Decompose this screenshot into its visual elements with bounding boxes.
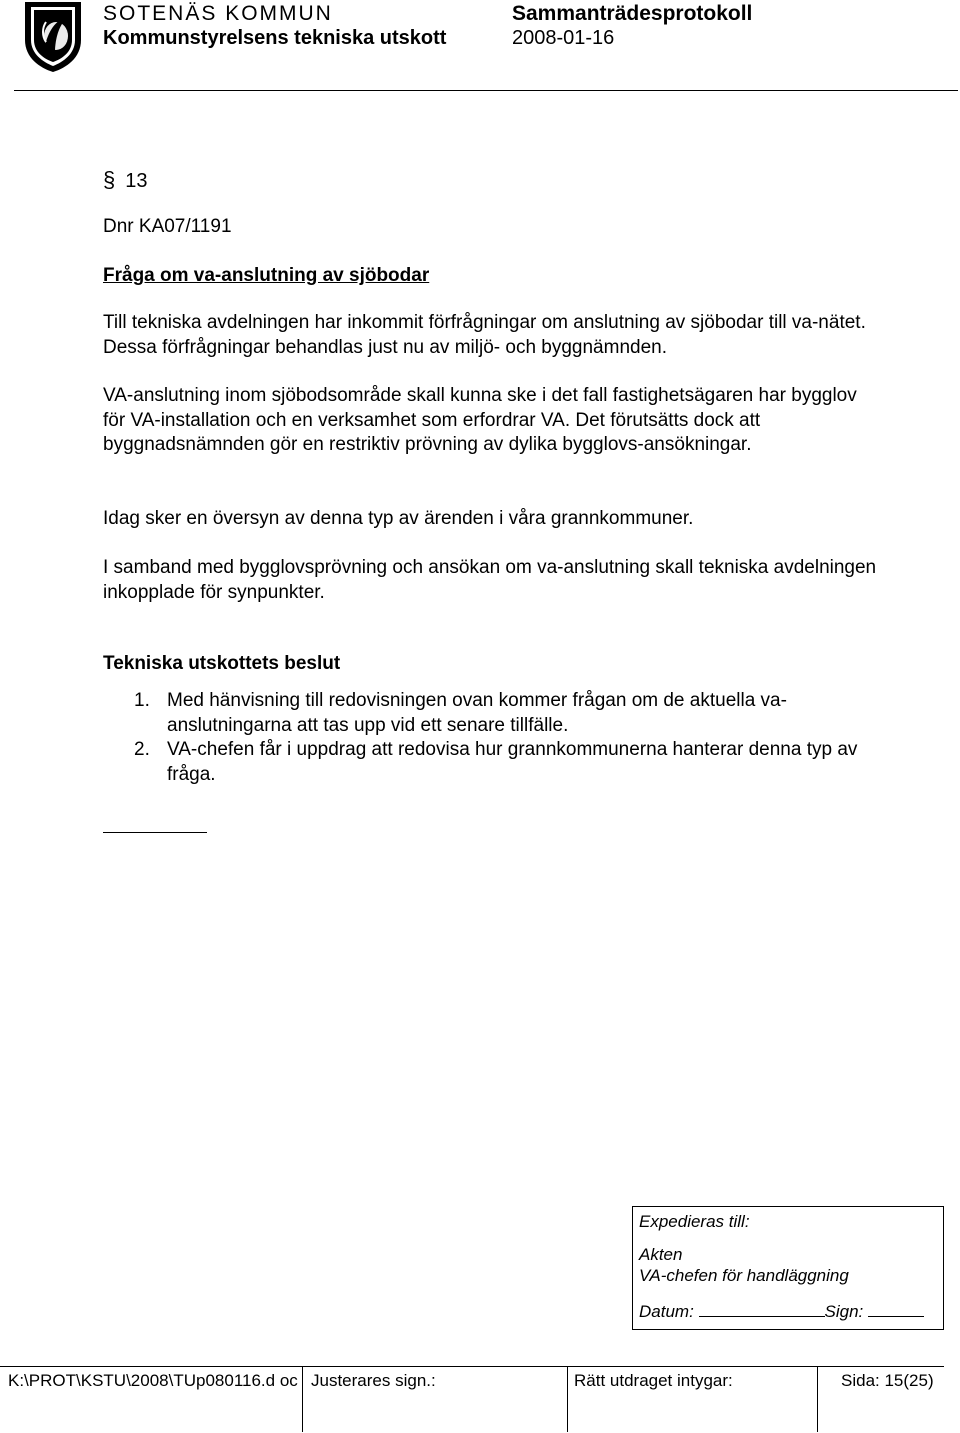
paragraph-4: I samband med bygglovsprövning och ansökan om va-anslutning skall tekniska avdelningen inkopplade för synpunkter. — [103, 557, 877, 603]
committee-name: Kommunstyrelsens tekniska utskott — [103, 27, 447, 49]
paragraph-3: Idag sker en översyn av denna typ av ärenden i våra grannkommuner. — [103, 508, 694, 529]
distribution-box — [632, 1206, 944, 1330]
document-type: Sammanträdesprotokoll — [512, 2, 753, 25]
decision-item — [103, 689, 893, 738]
distribution-recipient: Akten — [639, 1245, 683, 1264]
decision-list — [103, 689, 893, 787]
organization-name: SOTENÄS KOMMUN — [103, 2, 333, 25]
municipal-coat-of-arms-icon — [22, 0, 84, 74]
decision-item-number: 2. — [134, 739, 150, 760]
sign-line — [868, 1300, 924, 1317]
end-of-section-line — [103, 832, 207, 833]
footer-page-number: Sida: 15(25) — [817, 1367, 944, 1432]
footer-file-path: K:\PROT\KSTU\2008\TUp080116.d oc — [8, 1371, 298, 1390]
decision-item — [103, 738, 893, 787]
section-symbol: § — [103, 167, 116, 192]
case-reference: Dnr KA07/1191 — [103, 216, 232, 237]
case-title: Fråga om va-anslutning av sjöbodar — [103, 265, 430, 286]
section-number-value: 13 — [125, 170, 148, 192]
decision-heading: Tekniska utskottets beslut — [103, 653, 341, 674]
footer-certified: Rätt utdraget intygar: — [567, 1367, 817, 1432]
page-footer — [0, 1366, 944, 1432]
section-number — [103, 167, 148, 193]
footer-verified-sign: Justerares sign.: — [302, 1367, 568, 1432]
meeting-date: 2008-01-16 — [512, 27, 615, 49]
distribution-heading: Expedieras till: — [639, 1212, 750, 1231]
date-label: Datum: — [639, 1302, 694, 1321]
date-sign-row — [639, 1300, 924, 1322]
paragraph-1: Till tekniska avdelningen har inkommit förfrågningar om anslutning av sjöbodar till va-nätet. Dessa förfrågningar behandlas just nu av miljö- och byggnämnden. — [103, 312, 866, 358]
sign-label: Sign: — [824, 1302, 864, 1321]
distribution-recipient: VA-chefen för handläggning — [639, 1266, 849, 1285]
decision-item-number: 1. — [134, 690, 150, 711]
decision-item-text: Med hänvisning till redovisningen ovan kommer frågan om de aktuella va-anslutningarna att tas upp vid ett senare tillfälle. — [167, 690, 787, 736]
decision-item-text: VA-chefen får i uppdrag att redovisa hur grannkommunerna hanterar denna typ av fråga. — [167, 739, 858, 785]
date-line — [699, 1300, 825, 1317]
paragraph-2: VA-anslutning inom sjöbodsområde skall kunna ske i det fall fastighetsägaren har bygglov för VA-installation och en verksamhet som erfordrar VA. Det förutsätts dock att byggnadsnämnden gör en restriktiv prövning av dylika bygglovs-ansökningar. — [103, 385, 857, 455]
header-divider — [14, 90, 958, 91]
